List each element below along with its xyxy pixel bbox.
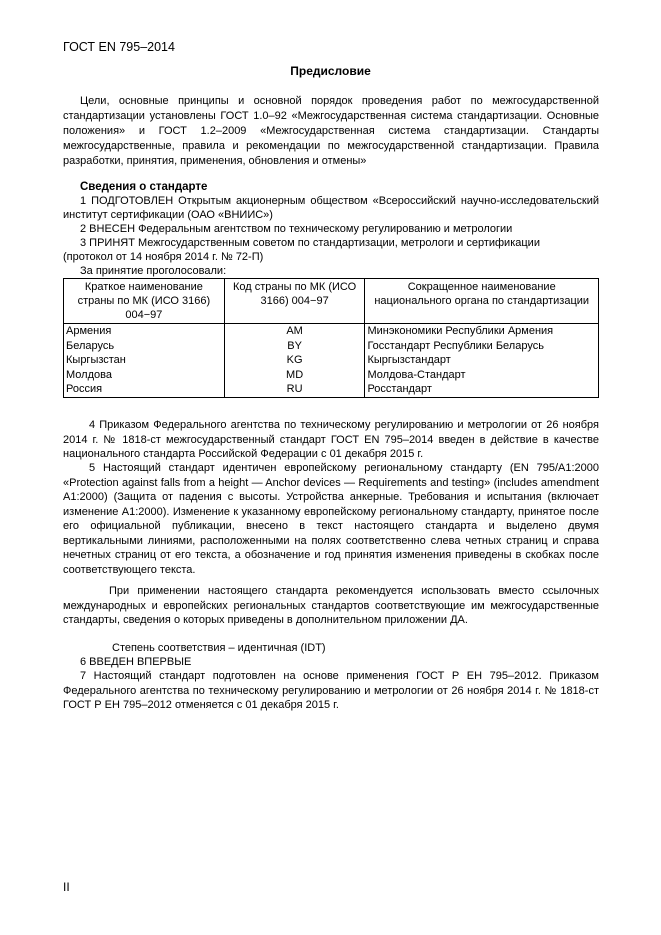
country-name: Молдова [64,368,225,383]
info-item-1: 1 ПОДГОТОВЛЕН Открытым акционерным обществом «Всероссийский научно-исследовательский институт сертификации (ОАО «ВНИИС») [63,195,599,221]
item-7: 7 Настоящий стандарт подготовлен на основе применения ГОСТ Р ЕН 795–2012. Приказом Федерального агентства по техническому регулированию и метрологии от 26 ноября 2014 г. № 1818-ст ГОСТ Р ЕН 795–2012 отменяется с 01 декабря 2015 г. [63,670,599,711]
country-name: Беларусь [64,339,225,354]
national-body: Молдова-Стандарт [365,368,599,383]
standard-code-header: ГОСТ EN 795–2014 [63,40,175,54]
info-item-3-line-2: (протокол от 14 ноября 2014 г. № 72-П) [63,251,264,263]
voting-countries-table [63,278,599,398]
table-row [64,353,599,368]
national-body: Кыргызстандарт [365,353,599,368]
info-item-3-line-1: 3 ПРИНЯТ Межгосударственным советом по стандартизации, метрологи и сертификации [80,237,540,249]
preface-title: Предисловие [290,64,371,78]
item-4: 4 Приказом Федерального агентства по техническому регулированию и метрологии от 26 ноября 2014 г. № 1818-ст межгосударственный стандарт ГОСТ EN 795–2014 введен в действие в качестве национального стандарта Российской Федерации с 01 декабря 2015 г. [63,419,599,460]
table-row [64,368,599,383]
national-body: Минэкономики Республики Армения [365,324,599,339]
national-body: Росстандарт [365,382,599,397]
country-code: AM [224,324,365,339]
voted-label: За принятие проголосовали: [80,265,227,277]
preface-intro: Цели, основные принципы и основной порядок проведения работ по межгосударственной стандартизации установлены ГОСТ 1.0–92 «Межгосударственная система стандартизации. Основные положения» и ГОСТ 1.2–2009 «Межгосударственная система стандартизации. Стандарты межгосударственные, правила и рекомендации по межгосударственной стандартизации. Правила разработки, принятия, применения, обновления и отмены» [63,95,599,167]
table-header-row [64,279,599,324]
item-6: 6 ВВЕДЕН ВПЕРВЫЕ [80,656,192,668]
national-body: Госстандарт Республики Беларусь [365,339,599,354]
country-name: Россия [64,382,225,397]
column-header-country: Краткое наименование страны по МК (ИСО 3166) 004−97 [64,279,225,324]
country-code: BY [224,339,365,354]
column-header-code: Код страны по МК (ИСО 3166) 004−97 [224,279,365,324]
column-header-body: Сокращенное наименование национального органа по стандартизации [365,279,599,324]
country-name: Армения [64,324,225,339]
page-number: II [63,880,70,894]
country-name: Кыргызстан [64,353,225,368]
table-row [64,324,599,339]
table-row [64,382,599,397]
item-5-note: При применении настоящего стандарта рекомендуется использовать вместо ссылочных международных и европейских региональных стандартов соответствующие им межгосударственные стандарты, сведения о которых приведены в дополнительном приложении ДА. [63,585,599,626]
table-row [64,339,599,354]
item-5: 5 Настоящий стандарт идентичен европейскому региональному стандарту (EN 795/A1:2000 «Protection against falls from a height — Anchor devices — Requirements and testing» (includes amendment A1:2000) (Защита от падения с высоты. Устройства анкерные. Требования и испытания (включает изменение A1:2000). Изменение к указанному европейскому региональному стандарту, принятое после его официальной публикации, внесено в текст настоящего стандарта и выделено двумя вертикальными линиями, расположенными на полях соответственно слева четных страниц и справа нечетных страниц от его текста, а обозначение и год принятия изменения приведены в скобках после соответствующего текста. [63,462,599,576]
info-item-2: 2 ВНЕСЕН Федеральным агентством по техническому регулированию и метрологии [80,223,513,235]
country-code: RU [224,382,365,397]
country-code: MD [224,368,365,383]
degree-of-correspondence: Степень соответствия – идентичная (IDT) [112,642,326,654]
info-heading: Сведения о стандарте [80,181,208,193]
country-code: KG [224,353,365,368]
